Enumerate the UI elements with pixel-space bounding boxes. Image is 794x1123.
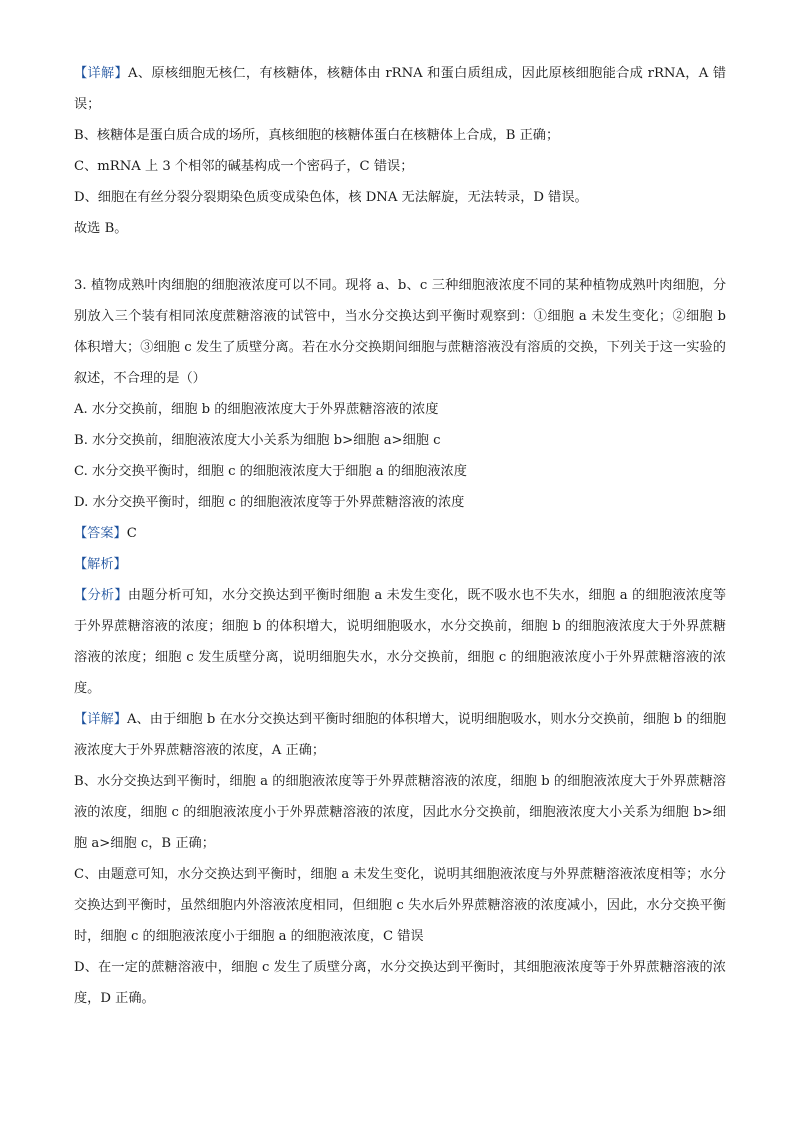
detail-tag: 【详解】 xyxy=(74,66,129,81)
answer-value: C xyxy=(126,526,137,541)
prev-detail-b: B、核糖体是蛋白质合成的场所，真核细胞的核糖体蛋白在核糖体上合成，B 正确； xyxy=(74,128,560,143)
prev-detail-a xyxy=(74,58,726,120)
option-c: C. 水分交换平衡时，细胞 c 的细胞液浓度大于细胞 a 的细胞液浓度 xyxy=(74,464,467,479)
answer-tag: 【答案】 xyxy=(74,526,127,541)
prev-detail-a-text: A、原核细胞无核仁，有核糖体，核糖体由 rRNA 和蛋白质组成，因此原核细胞能合成 rRNA，A 错误； xyxy=(74,66,727,112)
detail-d: D、在一定的蔗糖溶液中，细胞 c 发生了质壁分离，水分交换达到平衡时，其细胞液浓度等于外界蔗糖溶液的浓度，D 正确。 xyxy=(74,960,726,1006)
prev-conclusion: 故选 B。 xyxy=(74,221,128,236)
option-d: D. 水分交换平衡时，细胞 c 的细胞液浓度等于外界蔗糖溶液的浓度 xyxy=(74,495,465,510)
fenxi-tag: 【分析】 xyxy=(74,588,128,603)
detail-a-text: A、由于细胞 b 在水分交换达到平衡时细胞的体积增大，说明细胞吸水，则水分交换前，细胞 b 的细胞液浓度大于外界蔗糖溶液的浓度，A 正确； xyxy=(74,712,727,758)
detail-tag: 【详解】 xyxy=(74,712,127,727)
section-gap xyxy=(74,244,726,270)
detail-c: C、由题意可知，水分交换达到平衡时，细胞 a 未发生变化，说明其细胞液浓度与外界蔗糖溶液浓度相等；水分交换达到平衡时，虽然细胞内外溶液浓度相同，但细胞 c 失水后外界蔗糖溶液的浓度减小，因此，水分交换平衡时，细胞 c 的细胞液浓度小于细胞 a 的细胞液浓度，C 错误 xyxy=(74,867,726,944)
detail-b: B、水分交换达到平衡时，细胞 a 的细胞液浓度等于外界蔗糖溶液的浓度，细胞 b 的细胞液浓度大于外界蔗糖溶液的浓度，细胞 c 的细胞液浓度小于外界蔗糖溶液的浓度，因此水分交换前，细胞液浓度大小关系为细胞 b>细胞 a>细胞 c，B 正确； xyxy=(74,774,726,851)
prev-detail-d: D、细胞在有丝分裂分裂期染色质变成染色体，核 DNA 无法解旋，无法转录，D 错误。 xyxy=(74,190,588,205)
document-page xyxy=(74,58,726,1014)
fenxi-paragraph xyxy=(74,580,726,704)
prev-detail-c: C、mRNA 上 3 个相邻的碱基构成一个密码子，C 错误； xyxy=(74,159,414,174)
detail-a xyxy=(74,704,726,766)
answer-line xyxy=(74,518,726,549)
fenxi-text: 由题分析可知，水分交换达到平衡时细胞 a 未发生变化，既不吸水也不失水，细胞 a 的细胞液浓度等于外界蔗糖溶液的浓度；细胞 b 的体积增大，说明细胞吸水，水分交换前，细胞 b 的细胞液浓度大于外界蔗糖溶液的浓度；细胞 c 发生质壁分离，说明细胞失水，水分交换前，细胞 c 的细胞液浓度小于外界蔗糖溶液的浓度。 xyxy=(74,588,726,696)
option-a: A. 水分交换前，细胞 b 的细胞液浓度大于外界蔗糖溶液的浓度 xyxy=(74,402,439,417)
option-b: B. 水分交换前，细胞液浓度大小关系为细胞 b>细胞 a>细胞 c xyxy=(74,433,441,448)
analysis-heading xyxy=(74,549,726,580)
question-stem: 3. 植物成熟叶肉细胞的细胞液浓度可以不同。现将 a、b、c 三种细胞液浓度不同的某种植物成熟叶肉细胞，分别放入三个装有相同浓度蔗糖溶液的试管中，当水分交换达到平衡时观察到：①细胞 a 未发生变化；②细胞 b 体积增大；③细胞 c 发生了质壁分离。若在水分交换期间细胞与蔗糖溶液没有溶质的交换，下列关于这一实验的叙述，不合理的是（） xyxy=(74,278,726,386)
analysis-tag: 【解析】 xyxy=(74,557,127,572)
